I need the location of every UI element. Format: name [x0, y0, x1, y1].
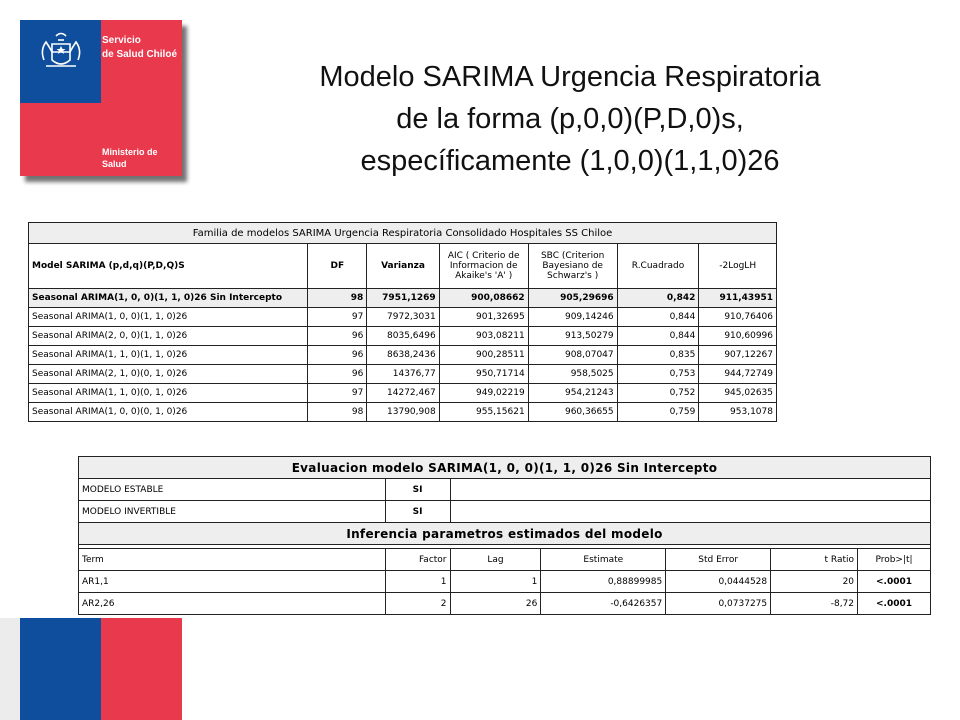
- model-loglh: 945,02635: [699, 384, 777, 403]
- model-r-cuadrado: 0,759: [617, 403, 699, 422]
- logo-org-name: [102, 34, 180, 62]
- model-loglh: 953,1078: [699, 403, 777, 422]
- header-loglh: -2LogLH: [699, 244, 777, 289]
- header-model: Model SARIMA (p,d,q)(P,D,Q)S: [29, 244, 308, 289]
- model-sbc: 913,50279: [528, 327, 617, 346]
- term-factor: 1: [385, 571, 450, 593]
- model-varianza: 14376,77: [367, 365, 439, 384]
- model-df: 97: [308, 308, 367, 327]
- invertible-empty: [450, 501, 930, 523]
- header-sbc: SBC (Criterion Bayesiano de Schwarz's ): [528, 244, 617, 289]
- inference-header-row: [79, 549, 931, 571]
- title-line-1: Modelo SARIMA Urgencia Respiratoria: [319, 61, 821, 93]
- header-t-ratio: t Ratio: [771, 549, 858, 571]
- model-varianza: 7951,1269: [367, 289, 439, 308]
- eval-caption-row: [79, 457, 931, 479]
- slide-title: [200, 56, 940, 182]
- model-aic: 950,71714: [439, 365, 528, 384]
- model-r-cuadrado: 0,844: [617, 327, 699, 346]
- header-r-cuadrado: R.Cuadrado: [617, 244, 699, 289]
- model-r-cuadrado: 0,753: [617, 365, 699, 384]
- model-df: 96: [308, 365, 367, 384]
- header-lag: Lag: [450, 549, 541, 571]
- table-row: [29, 365, 777, 384]
- table-row: [29, 289, 777, 308]
- model-loglh: 944,72749: [699, 365, 777, 384]
- model-varianza: 8035,6496: [367, 327, 439, 346]
- header-varianza: Varianza: [367, 244, 439, 289]
- model-r-cuadrado: 0,842: [617, 289, 699, 308]
- model-sbc: 960,36655: [528, 403, 617, 422]
- term-prob: <.0001: [858, 593, 931, 615]
- term-lag: 26: [450, 593, 541, 615]
- model-aic: 901,32695: [439, 308, 528, 327]
- logo-org-line2: de Salud Chiloé: [102, 49, 178, 60]
- model-varianza: 8638,2436: [367, 346, 439, 365]
- term-name: AR2,26: [79, 593, 386, 615]
- stable-label: MODELO ESTABLE: [79, 479, 386, 501]
- model-aic: 900,28511: [439, 346, 528, 365]
- model-df: 98: [308, 403, 367, 422]
- header-aic: AIC ( Criterio de Informacion de Akaike's 'A' ): [439, 244, 528, 289]
- chile-coat-of-arms-icon: [32, 30, 90, 78]
- term-name: AR1,1: [79, 571, 386, 593]
- model-loglh: 910,60996: [699, 327, 777, 346]
- table-row: [29, 327, 777, 346]
- term-factor: 2: [385, 593, 450, 615]
- model-varianza: 7972,3031: [367, 308, 439, 327]
- sarima-models-table: [28, 222, 777, 422]
- model-aic: 903,08211: [439, 327, 528, 346]
- model-df: 96: [308, 327, 367, 346]
- term-prob: <.0001: [858, 571, 931, 593]
- bottom-decoration-gray: [0, 618, 20, 720]
- table-row: [29, 384, 777, 403]
- header-factor: Factor: [385, 549, 450, 571]
- model-sbc: 908,07047: [528, 346, 617, 365]
- term-t-ratio: -8,72: [771, 593, 858, 615]
- servicio-salud-chiloe-logo: [20, 20, 182, 176]
- logo-ministry-line1: Ministerio de: [102, 147, 158, 157]
- table-row: [79, 593, 931, 615]
- model-sbc: 909,14246: [528, 308, 617, 327]
- title-line-3: específicamente (1,0,0)(1,1,0)26: [360, 145, 780, 177]
- logo-ministry-name: [102, 146, 180, 170]
- bottom-decoration-blue: [20, 618, 101, 720]
- model-name: Seasonal ARIMA(1, 0, 0)(1, 1, 0)26 Sin Intercepto: [29, 289, 308, 308]
- model-name: Seasonal ARIMA(1, 0, 0)(0, 1, 0)26: [29, 403, 308, 422]
- header-estimate: Estimate: [541, 549, 666, 571]
- model-df: 98: [308, 289, 367, 308]
- model-r-cuadrado: 0,844: [617, 308, 699, 327]
- model-loglh: 907,12267: [699, 346, 777, 365]
- table-row: [29, 403, 777, 422]
- model-varianza: 14272,467: [367, 384, 439, 403]
- model-varianza: 13790,908: [367, 403, 439, 422]
- logo-org-line1: Servicio: [102, 35, 141, 46]
- table-row: [29, 346, 777, 365]
- inference-caption: Inferencia parametros estimados del modelo: [79, 523, 931, 545]
- invertible-label: MODELO INVERTIBLE: [79, 501, 386, 523]
- models-caption: Familia de modelos SARIMA Urgencia Respiratoria Consolidado Hospitales SS Chiloe: [29, 223, 777, 244]
- header-std-error: Std Error: [666, 549, 771, 571]
- term-std-error: 0,0444528: [666, 571, 771, 593]
- table-row: [79, 571, 931, 593]
- header-df: DF: [308, 244, 367, 289]
- models-caption-row: [29, 223, 777, 244]
- model-aic: 955,15621: [439, 403, 528, 422]
- term-t-ratio: 20: [771, 571, 858, 593]
- model-aic: 949,02219: [439, 384, 528, 403]
- term-estimate: 0,88899985: [541, 571, 666, 593]
- model-r-cuadrado: 0,752: [617, 384, 699, 403]
- bottom-decoration-red: [101, 618, 182, 720]
- stable-value: SI: [385, 479, 450, 501]
- invertible-row: [79, 501, 931, 523]
- model-name: Seasonal ARIMA(1, 1, 0)(0, 1, 0)26: [29, 384, 308, 403]
- stable-row: [79, 479, 931, 501]
- bottom-decoration: [20, 618, 182, 720]
- header-prob: Prob>|t|: [858, 549, 931, 571]
- model-aic: 900,08662: [439, 289, 528, 308]
- model-sbc: 958,5025: [528, 365, 617, 384]
- model-df: 96: [308, 346, 367, 365]
- header-term: Term: [79, 549, 386, 571]
- term-estimate: -0,6426357: [541, 593, 666, 615]
- model-name: Seasonal ARIMA(1, 0, 0)(1, 1, 0)26: [29, 308, 308, 327]
- model-name: Seasonal ARIMA(2, 1, 0)(0, 1, 0)26: [29, 365, 308, 384]
- eval-caption: Evaluacion modelo SARIMA(1, 0, 0)(1, 1, 0)26 Sin Intercepto: [79, 457, 931, 479]
- inference-caption-row: [79, 523, 931, 545]
- model-name: Seasonal ARIMA(2, 0, 0)(1, 1, 0)26: [29, 327, 308, 346]
- logo-ministry-line2: Salud: [102, 159, 127, 169]
- model-df: 97: [308, 384, 367, 403]
- model-r-cuadrado: 0,835: [617, 346, 699, 365]
- models-header-row: [29, 244, 777, 289]
- model-name: Seasonal ARIMA(1, 1, 0)(1, 1, 0)26: [29, 346, 308, 365]
- stable-empty: [450, 479, 930, 501]
- model-loglh: 911,43951: [699, 289, 777, 308]
- title-line-2: de la forma (p,0,0)(P,D,0)s,: [396, 103, 744, 135]
- table-row: [29, 308, 777, 327]
- model-sbc: 954,21243: [528, 384, 617, 403]
- model-loglh: 910,76406: [699, 308, 777, 327]
- term-std-error: 0,0737275: [666, 593, 771, 615]
- sarima-evaluation-table: [78, 456, 931, 615]
- invertible-value: SI: [385, 501, 450, 523]
- model-sbc: 905,29696: [528, 289, 617, 308]
- term-lag: 1: [450, 571, 541, 593]
